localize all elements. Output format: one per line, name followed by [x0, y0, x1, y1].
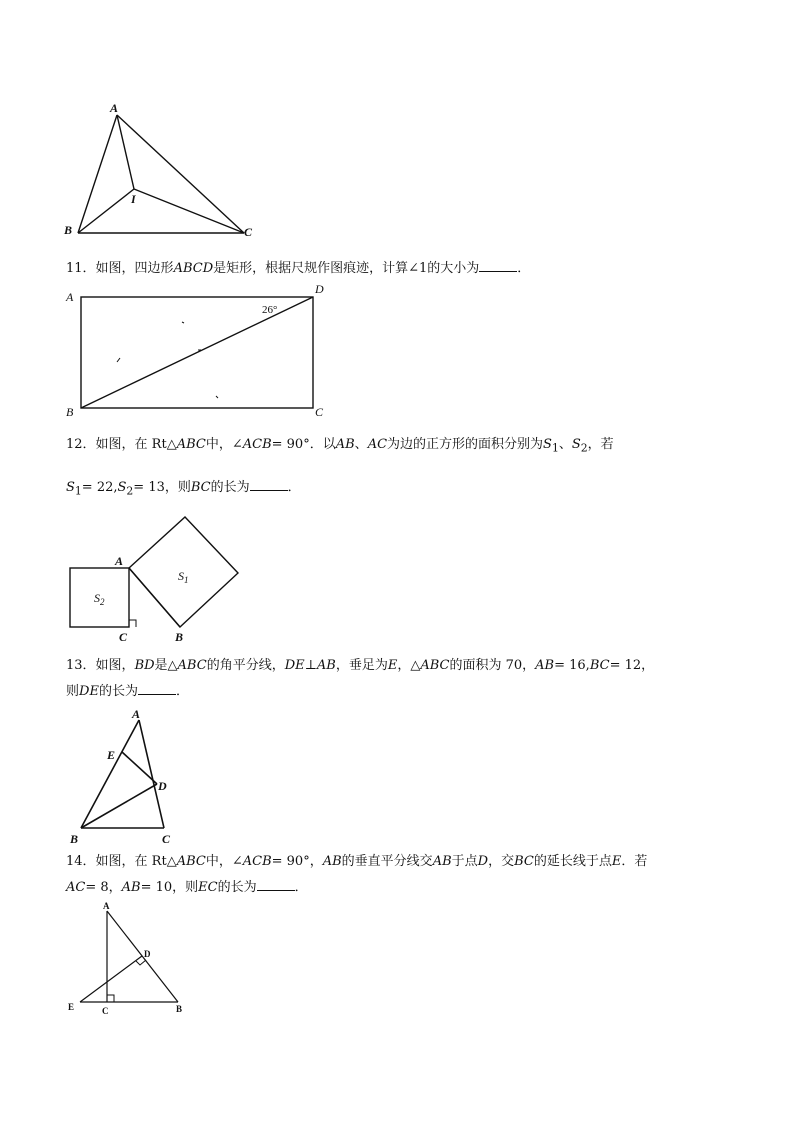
- label-e: E: [68, 1002, 75, 1012]
- question-13-line-1: 13．如图，BD是△ABC的角平分线，DE⊥AB，垂足为E，△ABC的面积为 70，AB= 16,BC= 12，: [66, 658, 655, 673]
- label-a: A: [110, 101, 119, 115]
- compass-mark: [216, 396, 218, 398]
- label-d: D: [315, 282, 324, 296]
- label-d: D: [158, 779, 167, 793]
- label-d: D: [144, 949, 151, 959]
- right-angle-mark-d: [136, 960, 146, 965]
- right-angle-mark-c: [107, 995, 114, 1002]
- label-a: A: [66, 290, 74, 304]
- label-c: C: [162, 832, 171, 846]
- question-11: 11．如图，四边形ABCD是矩形，根据尺规作图痕迹，计算∠1的大小为 ．: [66, 257, 530, 279]
- question-13-line-2: 则DE的长为 ．: [66, 680, 189, 702]
- label-b: B: [66, 405, 74, 419]
- label-c: C: [244, 225, 253, 239]
- label-e: E: [107, 748, 116, 762]
- label-b: B: [64, 223, 73, 237]
- question-12-line-1: 12．如图，在 Rt△ABC中，∠ACB= 90°．以AB、AC为边的正方形的面积分别为$S_1$、$S_2$，若: [66, 437, 614, 455]
- question-12-line-2: $S_1= 22,S_2= 13$，则BC的长为 ．: [66, 476, 301, 502]
- label-s1: $S_1$: [178, 569, 189, 585]
- segment-bi: [78, 189, 134, 233]
- angle-label: 26°: [262, 304, 278, 316]
- answer-blank[interactable]: [138, 680, 176, 695]
- answer-blank[interactable]: [479, 257, 517, 272]
- question-number: 11．: [66, 261, 96, 276]
- answer-blank[interactable]: [250, 476, 288, 491]
- question-14-line-1: 14．如图，在 Rt△ABC中，∠ACB= 90°，AB的垂直平分线交AB于点D，交BC的延长线于点E．若: [66, 854, 648, 869]
- question-14-line-2: AC= 8，AB= 10，则EC的长为 ．: [66, 876, 308, 898]
- question-number: 12．: [66, 437, 96, 452]
- question-number: 13．: [66, 658, 96, 673]
- segment-ab: [78, 115, 117, 233]
- diagonal-bd: [81, 297, 313, 408]
- segment-ai: [117, 115, 134, 189]
- compass-mark: [182, 322, 184, 323]
- figure-triangle-abi: [60, 95, 260, 245]
- segment-ci: [134, 189, 244, 233]
- label-c: C: [102, 1006, 109, 1016]
- label-i: I: [131, 192, 136, 206]
- compass-mark: [117, 358, 120, 362]
- label-a: A: [115, 554, 124, 568]
- right-angle-mark: [129, 620, 136, 627]
- question-number: 14．: [66, 854, 96, 869]
- figure-angle-bisector-triangle: [60, 702, 190, 847]
- label-a: A: [132, 707, 141, 721]
- answer-blank[interactable]: [257, 876, 295, 891]
- segment-de: [122, 752, 157, 784]
- label-c: C: [315, 405, 324, 419]
- figure-squares-on-triangle: [60, 510, 260, 645]
- label-c: C: [119, 630, 128, 644]
- segment-ac: [139, 720, 164, 828]
- segment-ab: [107, 911, 178, 1002]
- label-b: B: [175, 630, 184, 644]
- label-a: A: [103, 901, 110, 911]
- label-b: B: [176, 1004, 183, 1014]
- figure-perpendicular-bisector: [60, 898, 200, 1023]
- label-b: B: [70, 832, 79, 846]
- segment-ac: [117, 115, 244, 233]
- label-s2: $S_2$: [94, 591, 105, 607]
- triangle-lines: [78, 115, 244, 233]
- figure-rectangle-abcd: [60, 282, 340, 422]
- segment-ab: [129, 568, 180, 627]
